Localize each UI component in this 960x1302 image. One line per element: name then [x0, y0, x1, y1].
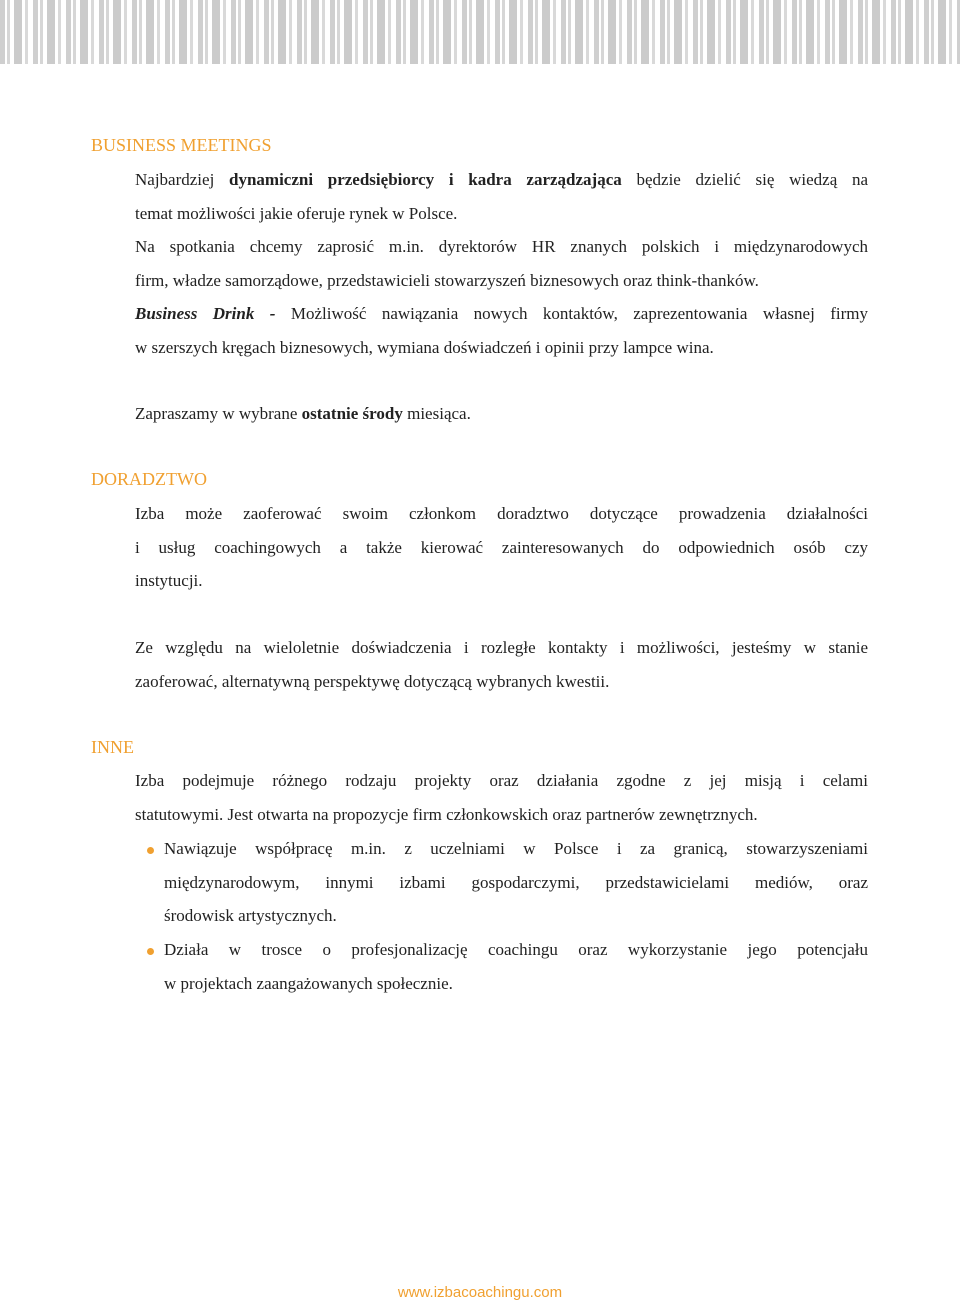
business-drink-label: Business Drink - — [135, 304, 276, 323]
business-paragraph-2 — [135, 230, 868, 297]
doradztwo-p1-line1: Izba może zaoferować swoim członkom doradztwo dotyczące prowadzenia działalności — [135, 504, 868, 523]
business-paragraph-3 — [135, 297, 868, 364]
doradztwo-p2-line2: zaoferować, alternatywną perspektywę dotyczącą wybranych kwestii. — [135, 671, 610, 691]
business-paragraph-4: Zapraszamy w wybrane ostatnie środy miesiąca. — [135, 404, 471, 423]
business-p1-line2: temat możliwości jakie oferuje rynek w Polsce. — [135, 203, 458, 223]
heading-inne: INNE — [91, 737, 134, 757]
footer-website-link[interactable]: www.izbacoachingu.com — [397, 1284, 563, 1301]
doradztwo-p1-line2: i usług coachingowych a także kierować zainteresowanych do odpowiednich osób czy — [135, 537, 868, 557]
doradztwo-p1-line3: instytucji. — [135, 571, 203, 590]
barcode-header-decoration — [0, 0, 960, 64]
business-paragraph-1 — [135, 163, 868, 230]
business-p3-line1: Business Drink - Możliwość nawiązania nowych kontaktów, zaprezentowania własnej firmy — [135, 304, 868, 323]
inne-paragraph-1 — [135, 764, 868, 831]
business-p2-line2: firm, władze samorządowe, przedstawicieli stowarzyszeń biznesowych oraz think-thanków. — [135, 270, 759, 290]
inne-p1-line1: Izba podejmuje różnego rodzaju projekty oraz działania zgodne z jej misją i celami — [135, 771, 868, 790]
list-item: Działa w trosce o profesjonalizację coachingu oraz wykorzystanie jego potencjału w projektach zaangażowanych społecznie. — [164, 933, 868, 1000]
heading-business-meetings: BUSINESS MEETINGS — [91, 135, 272, 155]
bullet-dot-icon — [147, 847, 154, 854]
business-p4-bold: ostatnie środy — [301, 404, 403, 423]
list-item: Nawiązuje współpracę m.in. z uczelniami w Polsce i za granicą, stowarzyszeniami międzynarodowym, innymi izbami gospodarczymi, przedstawicielami mediów, oraz środowisk artystycznych. — [164, 832, 868, 933]
doradztwo-paragraph-1 — [135, 497, 868, 598]
inne-p1-line2: statutowymi. Jest otwarta na propozycje firm członkowskich oraz partnerów zewnętrznych. — [135, 804, 758, 824]
doradztwo-paragraph-2 — [135, 631, 868, 698]
business-p2-line1: Na spotkania chcemy zaprosić m.in. dyrektorów HR znanych polskich i międzynarodowych — [135, 237, 868, 256]
business-p3-line2: w szerszych kręgach biznesowych, wymiana doświadczeń i opinii przy lampce wina. — [135, 337, 714, 357]
bullet-dot-icon — [147, 948, 154, 955]
doradztwo-p2-line1: Ze względu na wieloletnie doświadczenia i rozległe kontakty i możliwości, jesteśmy w stanie — [135, 638, 868, 657]
business-p1-line1: Najbardziej dynamiczni przedsiębiorcy i kadra zarządzająca będzie dzielić się wiedzą na — [135, 170, 869, 189]
heading-doradztwo: DORADZTWO — [91, 469, 207, 489]
business-p1-bold: dynamiczni przedsiębiorcy i kadra zarządzająca — [229, 170, 622, 189]
